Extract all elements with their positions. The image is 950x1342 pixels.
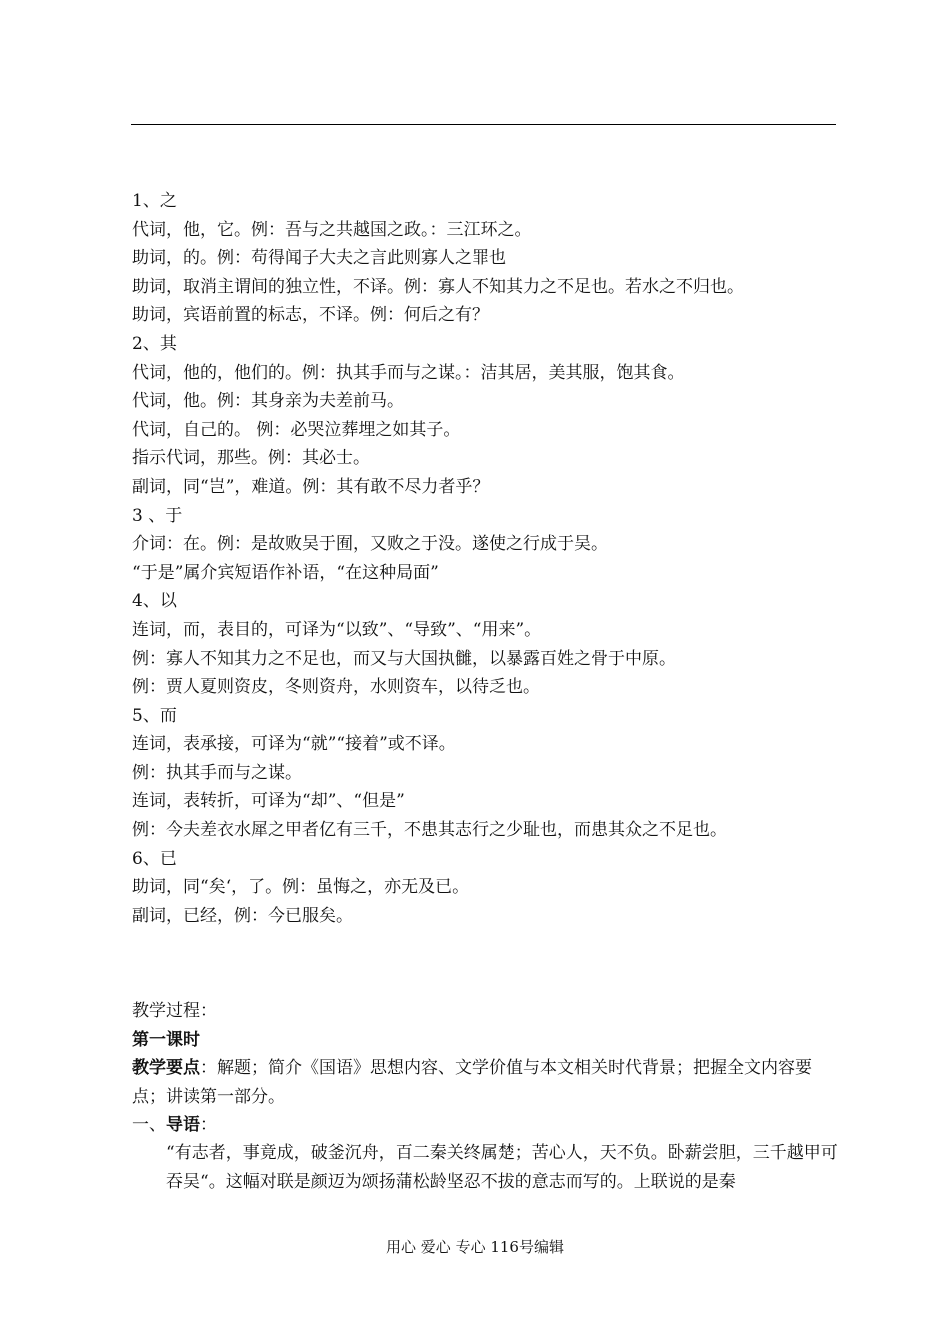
vocab-heading-er: 5、而 bbox=[132, 705, 177, 726]
vocab-line: 介词：在。例：是故败吴于囿，又败之于没。遂使之行成于吴。 bbox=[132, 534, 608, 555]
lesson-title: 第一课时 bbox=[132, 1029, 200, 1050]
vocab-line: 副词，已经，例：今已服矣。 bbox=[132, 905, 353, 926]
vocab-line: “于是”属介宾短语作补语，“在这种局面” bbox=[132, 562, 439, 583]
spacer bbox=[132, 930, 838, 997]
vocab-line: 代词，他。例：其身亲为夫差前马。 bbox=[132, 391, 404, 412]
vocab-heading-yi: 4、以 bbox=[132, 591, 177, 612]
vocab-line: 副词，同“岂”，难道。例：其有敢不尽力者乎？ bbox=[132, 476, 490, 497]
intro-paragraph: “有志者，事竟成，破釜沉舟，百二秦关终属楚；苦心人，天不负。卧薪尝胆，三千越甲可吞吴“。这幅对联是颜迈为颂扬蒲松龄坚忍不拔的意志而写的。上联说的是秦 bbox=[166, 1143, 838, 1192]
key-points-label: 教学要点 bbox=[132, 1058, 200, 1079]
document-body bbox=[132, 187, 838, 1196]
teaching-process bbox=[132, 997, 838, 1196]
vocab-line: 助词，取消主谓间的独立性，不译。例：寡人不知其力之不足也。若水之不归也。 bbox=[132, 276, 744, 297]
vocab-line: 例：今夫差衣水犀之甲者亿有三千，不患其志行之少耻也，而患其众之不足也。 bbox=[132, 820, 727, 841]
vocab-heading-yi2: 6、已 bbox=[132, 848, 177, 869]
vocab-line: 例：贾人夏则资皮，冬则资舟，水则资车，以待乏也。 bbox=[132, 677, 540, 698]
vocab-line: 助词，宾语前置的标志，不译。例：何后之有？ bbox=[132, 305, 489, 326]
vocab-line: 助词，同“矣‘，了。例：虽悔之，亦无及已。 bbox=[132, 877, 470, 898]
vocab-heading-zhi: 1、之 bbox=[132, 191, 177, 211]
process-heading: 教学过程： bbox=[132, 1001, 217, 1022]
vocab-line: 例：寡人不知其力之不足也，而又与大国执雠，以暴露百姓之骨于中原。 bbox=[132, 648, 676, 669]
section-title: 导语 bbox=[166, 1115, 200, 1136]
vocab-line: 连词，而，表目的，可译为“以致”、“导致”、“用来”。 bbox=[132, 619, 542, 640]
vocab-line: 助词，的。例：苟得闻子大夫之言此则寡人之罪也 bbox=[132, 248, 506, 269]
page-footer: 用心 爱心 专心 116号编辑 bbox=[386, 1238, 564, 1256]
section-number: 一、 bbox=[132, 1115, 166, 1136]
section-colon: ： bbox=[200, 1115, 217, 1136]
vocab-heading-yu: 3 、于 bbox=[132, 505, 183, 526]
header-rule bbox=[131, 124, 836, 125]
key-points-text: ：解题；简介《国语》思想内容、文学价值与本文相关时代背景；把握全文内容要点；讲读第一部分。 bbox=[132, 1058, 812, 1107]
vocabulary-notes bbox=[132, 187, 838, 930]
vocab-line: 代词，自己的。 例：必哭泣葬埋之如其子。 bbox=[132, 419, 461, 440]
vocab-heading-qi: 2、其 bbox=[132, 333, 177, 354]
vocab-line: 连词，表承接，可译为“就”“接着”或不译。 bbox=[132, 734, 456, 755]
vocab-line: 代词，他的，他们的。例：执其手而与之谋。：洁其居，美其服，饱其食。 bbox=[132, 362, 685, 383]
vocab-line: 代词，他，它。例：吾与之共越国之政。：三江环之。 bbox=[132, 219, 532, 240]
vocab-line: 连词，表转折，可译为“却”、“但是” bbox=[132, 791, 405, 812]
section-intro-heading bbox=[132, 1111, 838, 1139]
vocab-line: 例：执其手而与之谋。 bbox=[132, 762, 302, 783]
key-points bbox=[132, 1054, 838, 1111]
vocab-line: 指示代词，那些。例：其必士。 bbox=[132, 448, 370, 469]
